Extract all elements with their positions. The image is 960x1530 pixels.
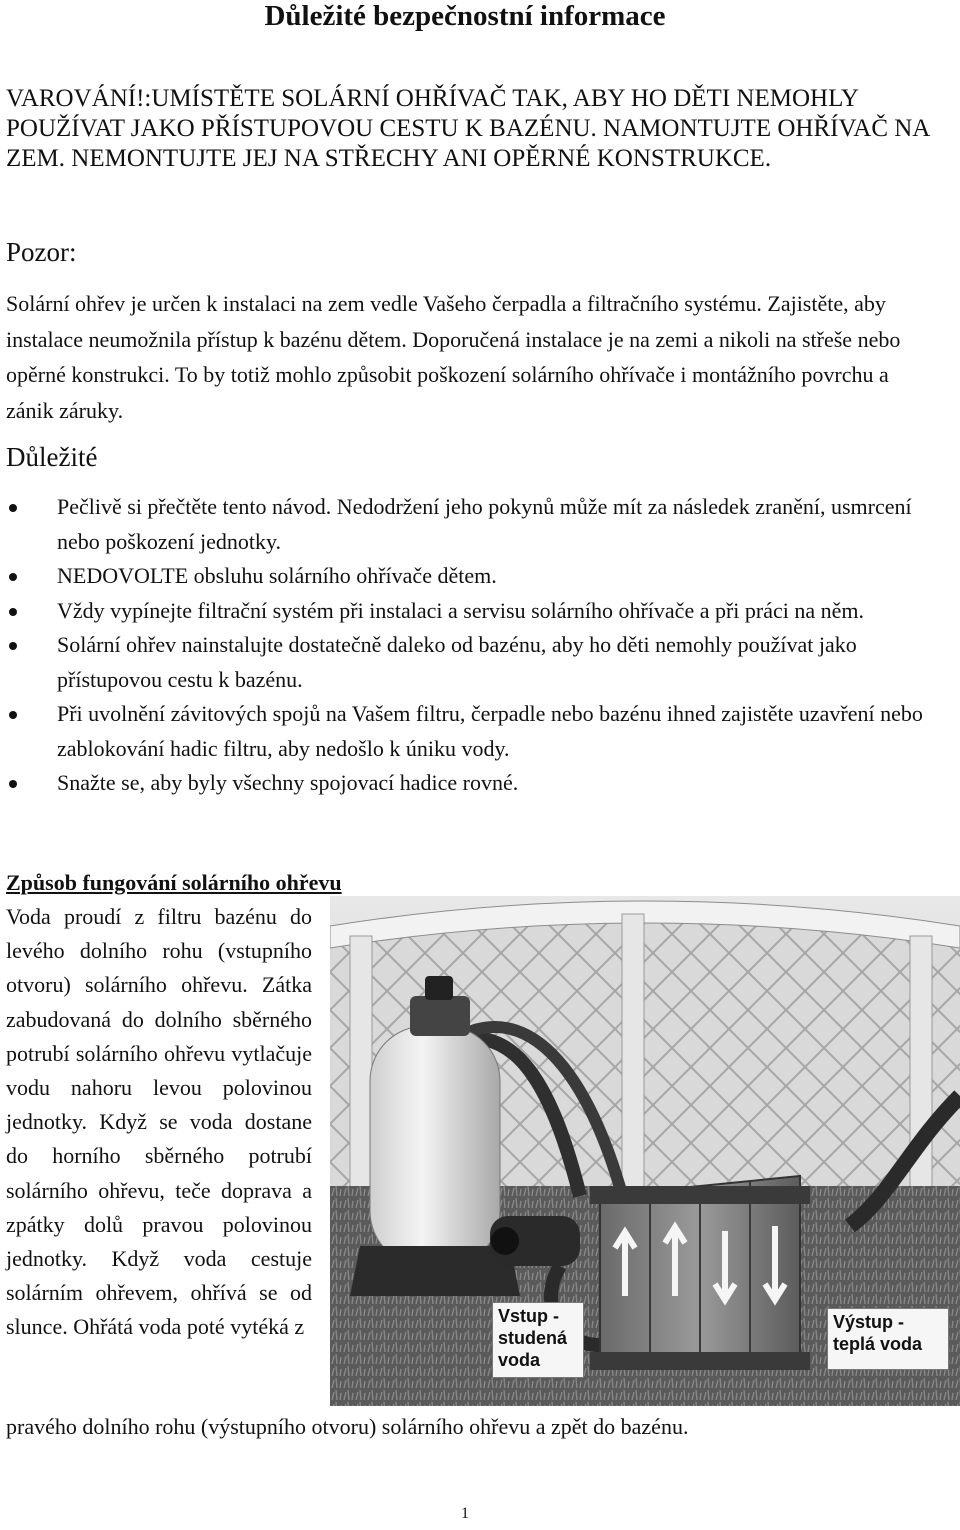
page-title: Důležité bezpečnostní informace xyxy=(264,0,666,32)
section-text-end: pravého dolního rohu (výstupního otvoru) solárního ohřevu a zpět do bazénu. xyxy=(6,1414,689,1439)
section-heading: Způsob fungování solárního ohřevu xyxy=(6,870,342,895)
important-heading: Důležité xyxy=(6,442,98,472)
list-item-text: Solární ohřev nainstalujte dostatečně daleko od bazénu, aby ho děti nemohly používat jako přístupovou cestu k bazénu. xyxy=(57,632,857,692)
bullet-icon xyxy=(9,573,17,581)
list-item-text: Pečlivě si přečtěte tento návod. Nedodržení jeho pokynů může mít za následek zranění, usmrcení nebo poškození jednotky. xyxy=(57,494,912,554)
list-item xyxy=(0,490,950,559)
page-number: 1 xyxy=(461,1505,469,1522)
bullet-icon xyxy=(9,711,17,719)
outlet-label: Výstup - teplá voda xyxy=(827,1308,949,1370)
warning-text: VAROVÁNÍ!:UMÍSTĚTE SOLÁRNÍ OHŘÍVAČ TAK, ABY HO DĚTI NEMOHLY POUŽÍVAT JAKO PŘÍSTUPOVOU CESTU K BAZÉNU. NAMONTUJTE OHŘÍVAČ NA ZEM. NEMONTUJTE JEJ NA STŘECHY ANI OPĚRNÉ KONSTRUKCE. xyxy=(6,85,929,172)
bullet-icon xyxy=(9,642,17,650)
inlet-label: Vstup - studená voda xyxy=(492,1302,584,1378)
important-list xyxy=(0,490,950,801)
bullet-icon xyxy=(9,780,17,788)
list-item xyxy=(0,628,950,697)
list-item xyxy=(0,766,950,801)
bullet-icon xyxy=(9,504,17,512)
list-item xyxy=(0,559,950,594)
bullet-icon xyxy=(9,608,17,616)
list-item xyxy=(0,594,950,629)
section-text: Voda proudí z filtru bazénu do levého dolního rohu (vstupního otvoru) solárního ohřevu. Zátka zabudovaná do dolního sběrného potrubí solárního ohřevu vytlačuje vodu nahoru levou polovinou jednotky. Když se voda dostane do horního sběrného potrubí solárního ohřevu, teče doprava a zpátky dolů pravou polovinou jednotky. Když voda cestuje solárním ohřevem, ohřívá se od slunce. Ohřátá voda poté vytéká z xyxy=(6,904,312,1340)
list-item-text: Při uvolnění závitových spojů na Vašem filtru, čerpadle nebo bazénu ihned zajistěte uzavření nebo zablokování hadic filtru, aby nedošlo k úniku vody. xyxy=(57,701,923,761)
list-item-text: NEDOVOLTE obsluhu solárního ohřívače dětem. xyxy=(57,563,497,588)
caution-heading: Pozor: xyxy=(6,237,77,267)
list-item-text: Snažte se, aby byly všechny spojovací hadice rovné. xyxy=(57,770,519,795)
list-item xyxy=(0,697,950,766)
list-item-text: Vždy vypínejte filtrační systém při instalaci a servisu solárního ohřívače a při práci na něm. xyxy=(57,597,865,623)
caution-text: Solární ohřev je určen k instalaci na zem vedle Vašeho čerpadla a filtračního systému. Zajistěte, aby instalace neumožnila přístup k bazénu dětem. Doporučená instalace je na zemi a nikoli na střeše nebo opěrné konstrukci. To by totiž mohlo způsobit poškození solárního ohřívače i montážního povrchu a zánik záruky. xyxy=(6,291,901,423)
